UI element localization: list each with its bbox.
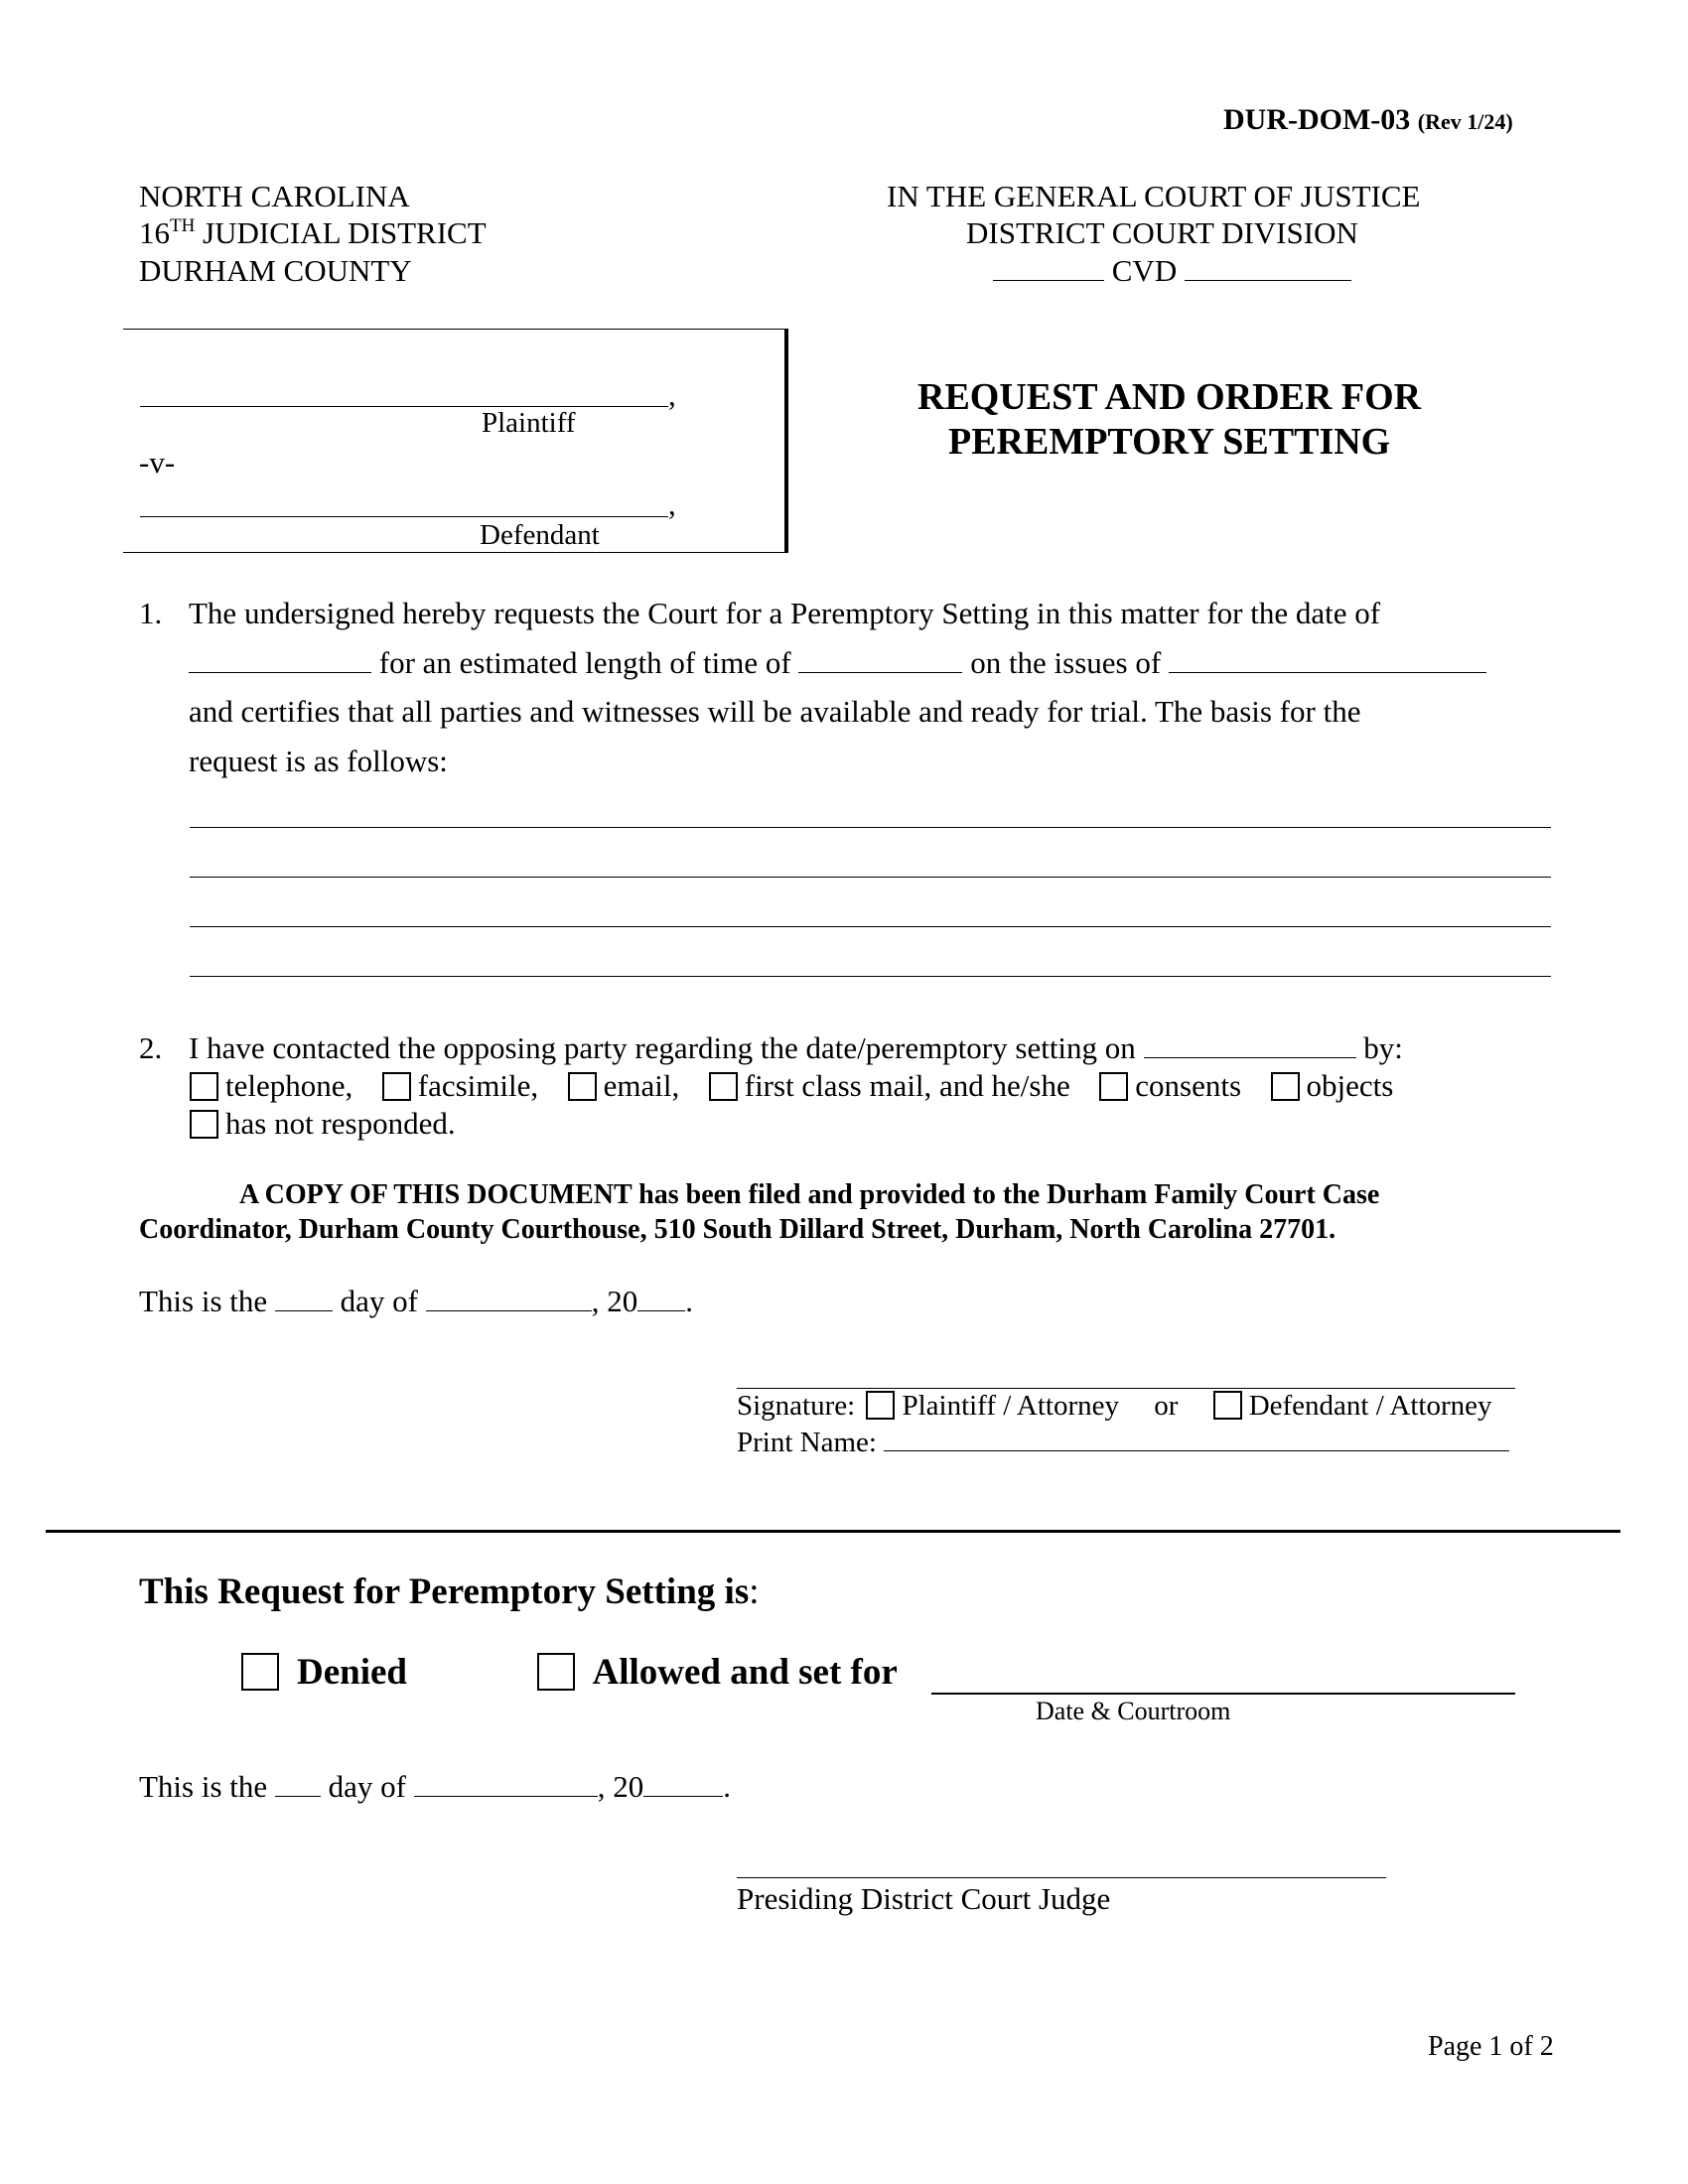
- request-year-field[interactable]: [637, 1285, 685, 1311]
- objects-checkbox[interactable]: [1271, 1072, 1300, 1101]
- consents-checkbox[interactable]: [1099, 1072, 1128, 1101]
- order-this-is-the-label: This is the: [139, 1769, 268, 1804]
- plaintiff-attorney-checkbox[interactable]: [866, 1391, 895, 1420]
- telephone-option[interactable]: [190, 1068, 352, 1103]
- not-responded-label: has not responded.: [225, 1106, 456, 1141]
- email-option[interactable]: [568, 1068, 680, 1103]
- contact-options-row: [190, 1068, 1393, 1104]
- district-label: JUDICIAL DISTRICT: [195, 215, 487, 250]
- case-number-field[interactable]: [1185, 254, 1351, 281]
- telephone-checkbox[interactable]: [190, 1072, 218, 1101]
- order-day-of-label: day of: [328, 1769, 407, 1804]
- allowed-label: Allowed and set for: [592, 1652, 898, 1693]
- notice-line2: Coordinator, Durham County Courthouse, 510 South Dillard Street, Durham, North Carolina 27701.: [139, 1214, 1336, 1245]
- signature-row: [737, 1390, 1492, 1423]
- order-date-line: [139, 1769, 731, 1805]
- print-name-row: [737, 1425, 1509, 1459]
- order-year-field[interactable]: [643, 1770, 723, 1797]
- order-options-row: [241, 1651, 898, 1694]
- year-prefix: , 20: [591, 1284, 638, 1318]
- signature-label: Signature:: [737, 1390, 856, 1422]
- not-responded-checkbox[interactable]: [190, 1110, 218, 1139]
- order-year-prefix: , 20: [597, 1769, 644, 1804]
- plaintiff-comma: ,: [668, 377, 676, 412]
- case-year-field[interactable]: [993, 254, 1104, 281]
- defendant-name-field[interactable]: [140, 516, 668, 517]
- date-courtroom-field[interactable]: [931, 1693, 1515, 1695]
- page-number: Page 1 of 2: [1428, 2031, 1554, 2062]
- form-id: [1223, 103, 1513, 137]
- item1-line2: [189, 645, 1486, 681]
- issues-field[interactable]: [1169, 646, 1486, 673]
- defendant-comma: ,: [668, 486, 676, 521]
- defendant-attorney-label: Defendant / Attorney: [1248, 1390, 1492, 1422]
- consents-option[interactable]: [1099, 1068, 1241, 1103]
- caption-box-top: [123, 329, 786, 330]
- first-class-mail-label: first class mail, and he/she: [744, 1068, 1070, 1103]
- facsimile-option[interactable]: [382, 1068, 538, 1103]
- item2-contact-text: I have contacted the opposing party regarding the date/peremptory setting on: [189, 1030, 1136, 1065]
- estimated-length-field[interactable]: [798, 646, 962, 673]
- state-name: NORTH CAROLINA: [139, 179, 410, 213]
- caption-box-right: [784, 329, 788, 553]
- section-divider: [46, 1530, 1620, 1533]
- basis-line-3[interactable]: [190, 926, 1551, 927]
- objects-label: objects: [1306, 1068, 1394, 1103]
- facsimile-label: facsimile,: [417, 1068, 539, 1103]
- request-month-field[interactable]: [426, 1285, 592, 1311]
- form-code: DUR-DOM-03: [1223, 103, 1411, 136]
- order-day-field[interactable]: [275, 1770, 321, 1797]
- court-name: IN THE GENERAL COURT OF JUSTICE: [887, 179, 1421, 213]
- basis-line-4[interactable]: [190, 976, 1551, 977]
- plaintiff-name-field[interactable]: [140, 406, 668, 407]
- county-name: DURHAM COUNTY: [139, 253, 412, 288]
- defendant-attorney-checkbox[interactable]: [1213, 1391, 1242, 1420]
- not-responded-option[interactable]: [190, 1106, 456, 1142]
- print-name-field[interactable]: [884, 1425, 1509, 1451]
- judicial-district: [139, 215, 487, 251]
- this-is-the-label: This is the: [139, 1284, 268, 1318]
- item2-line1: [189, 1030, 1403, 1066]
- case-type-label: CVD: [1111, 253, 1178, 288]
- allowed-option[interactable]: [537, 1652, 898, 1693]
- court-division: DISTRICT COURT DIVISION: [966, 215, 1358, 250]
- item1-number: 1.: [139, 596, 163, 630]
- order-heading-text: This Request for Peremptory Setting is: [139, 1571, 750, 1612]
- consents-label: consents: [1135, 1068, 1242, 1103]
- basis-line-1[interactable]: [190, 827, 1551, 828]
- basis-line-2[interactable]: [190, 877, 1551, 878]
- allowed-checkbox[interactable]: [537, 1653, 575, 1691]
- judge-label: Presiding District Court Judge: [737, 1881, 1111, 1916]
- item1-length-label: for an estimated length of time of: [378, 645, 791, 680]
- first-class-mail-checkbox[interactable]: [709, 1072, 738, 1101]
- district-ordinal: TH: [170, 215, 196, 236]
- date-courtroom-label: Date & Courtroom: [1036, 1697, 1231, 1725]
- item2-by-label: by:: [1363, 1030, 1403, 1065]
- order-date-period: .: [723, 1769, 732, 1804]
- case-number-line: [993, 253, 1351, 289]
- telephone-label: telephone,: [225, 1068, 353, 1103]
- form-revision: (Rev 1/24): [1417, 109, 1513, 134]
- item1-line3: and certifies that all parties and witnesses will be available and ready for trial. The basis for the: [189, 694, 1361, 729]
- date-period: .: [685, 1284, 694, 1318]
- or-label: or: [1154, 1390, 1179, 1422]
- facsimile-checkbox[interactable]: [382, 1072, 411, 1101]
- item1-line4: request is as follows:: [189, 744, 448, 778]
- caption-box-bottom: [123, 552, 786, 553]
- request-date-line: [139, 1284, 693, 1319]
- order-heading: [139, 1570, 760, 1613]
- denied-option[interactable]: [241, 1652, 407, 1693]
- judge-signature-field[interactable]: [737, 1877, 1386, 1878]
- notice-line1: A COPY OF THIS DOCUMENT has been filed and provided to the Durham Family Court Case: [239, 1179, 1380, 1210]
- form-title-line1: REQUEST AND ORDER FOR: [917, 376, 1422, 418]
- email-checkbox[interactable]: [568, 1072, 597, 1101]
- requested-date-field[interactable]: [189, 646, 371, 673]
- first-class-mail-option[interactable]: [709, 1068, 1070, 1103]
- contact-date-field[interactable]: [1144, 1031, 1356, 1058]
- order-heading-colon: :: [749, 1571, 760, 1612]
- form-title-line2: PEREMPTORY SETTING: [948, 421, 1391, 463]
- request-day-field[interactable]: [275, 1285, 333, 1311]
- objects-option[interactable]: [1271, 1068, 1394, 1103]
- item2-number: 2.: [139, 1030, 163, 1065]
- denied-label: Denied: [297, 1652, 407, 1693]
- order-month-field[interactable]: [414, 1770, 598, 1797]
- plaintiff-label: Plaintiff: [482, 407, 576, 439]
- email-label: email,: [603, 1068, 680, 1103]
- day-of-label: day of: [340, 1284, 419, 1318]
- item1-issues-label: on the issues of: [970, 645, 1162, 680]
- versus-label: -v-: [139, 445, 176, 479]
- print-name-label: Print Name:: [737, 1427, 877, 1458]
- district-number: 16: [139, 215, 170, 250]
- item1-line1: The undersigned hereby requests the Court for a Peremptory Setting in this matter for the date of: [189, 596, 1381, 630]
- denied-checkbox[interactable]: [241, 1653, 279, 1691]
- signature-field[interactable]: [737, 1388, 1515, 1389]
- defendant-label: Defendant: [480, 519, 600, 551]
- plaintiff-attorney-label: Plaintiff / Attorney: [902, 1390, 1120, 1422]
